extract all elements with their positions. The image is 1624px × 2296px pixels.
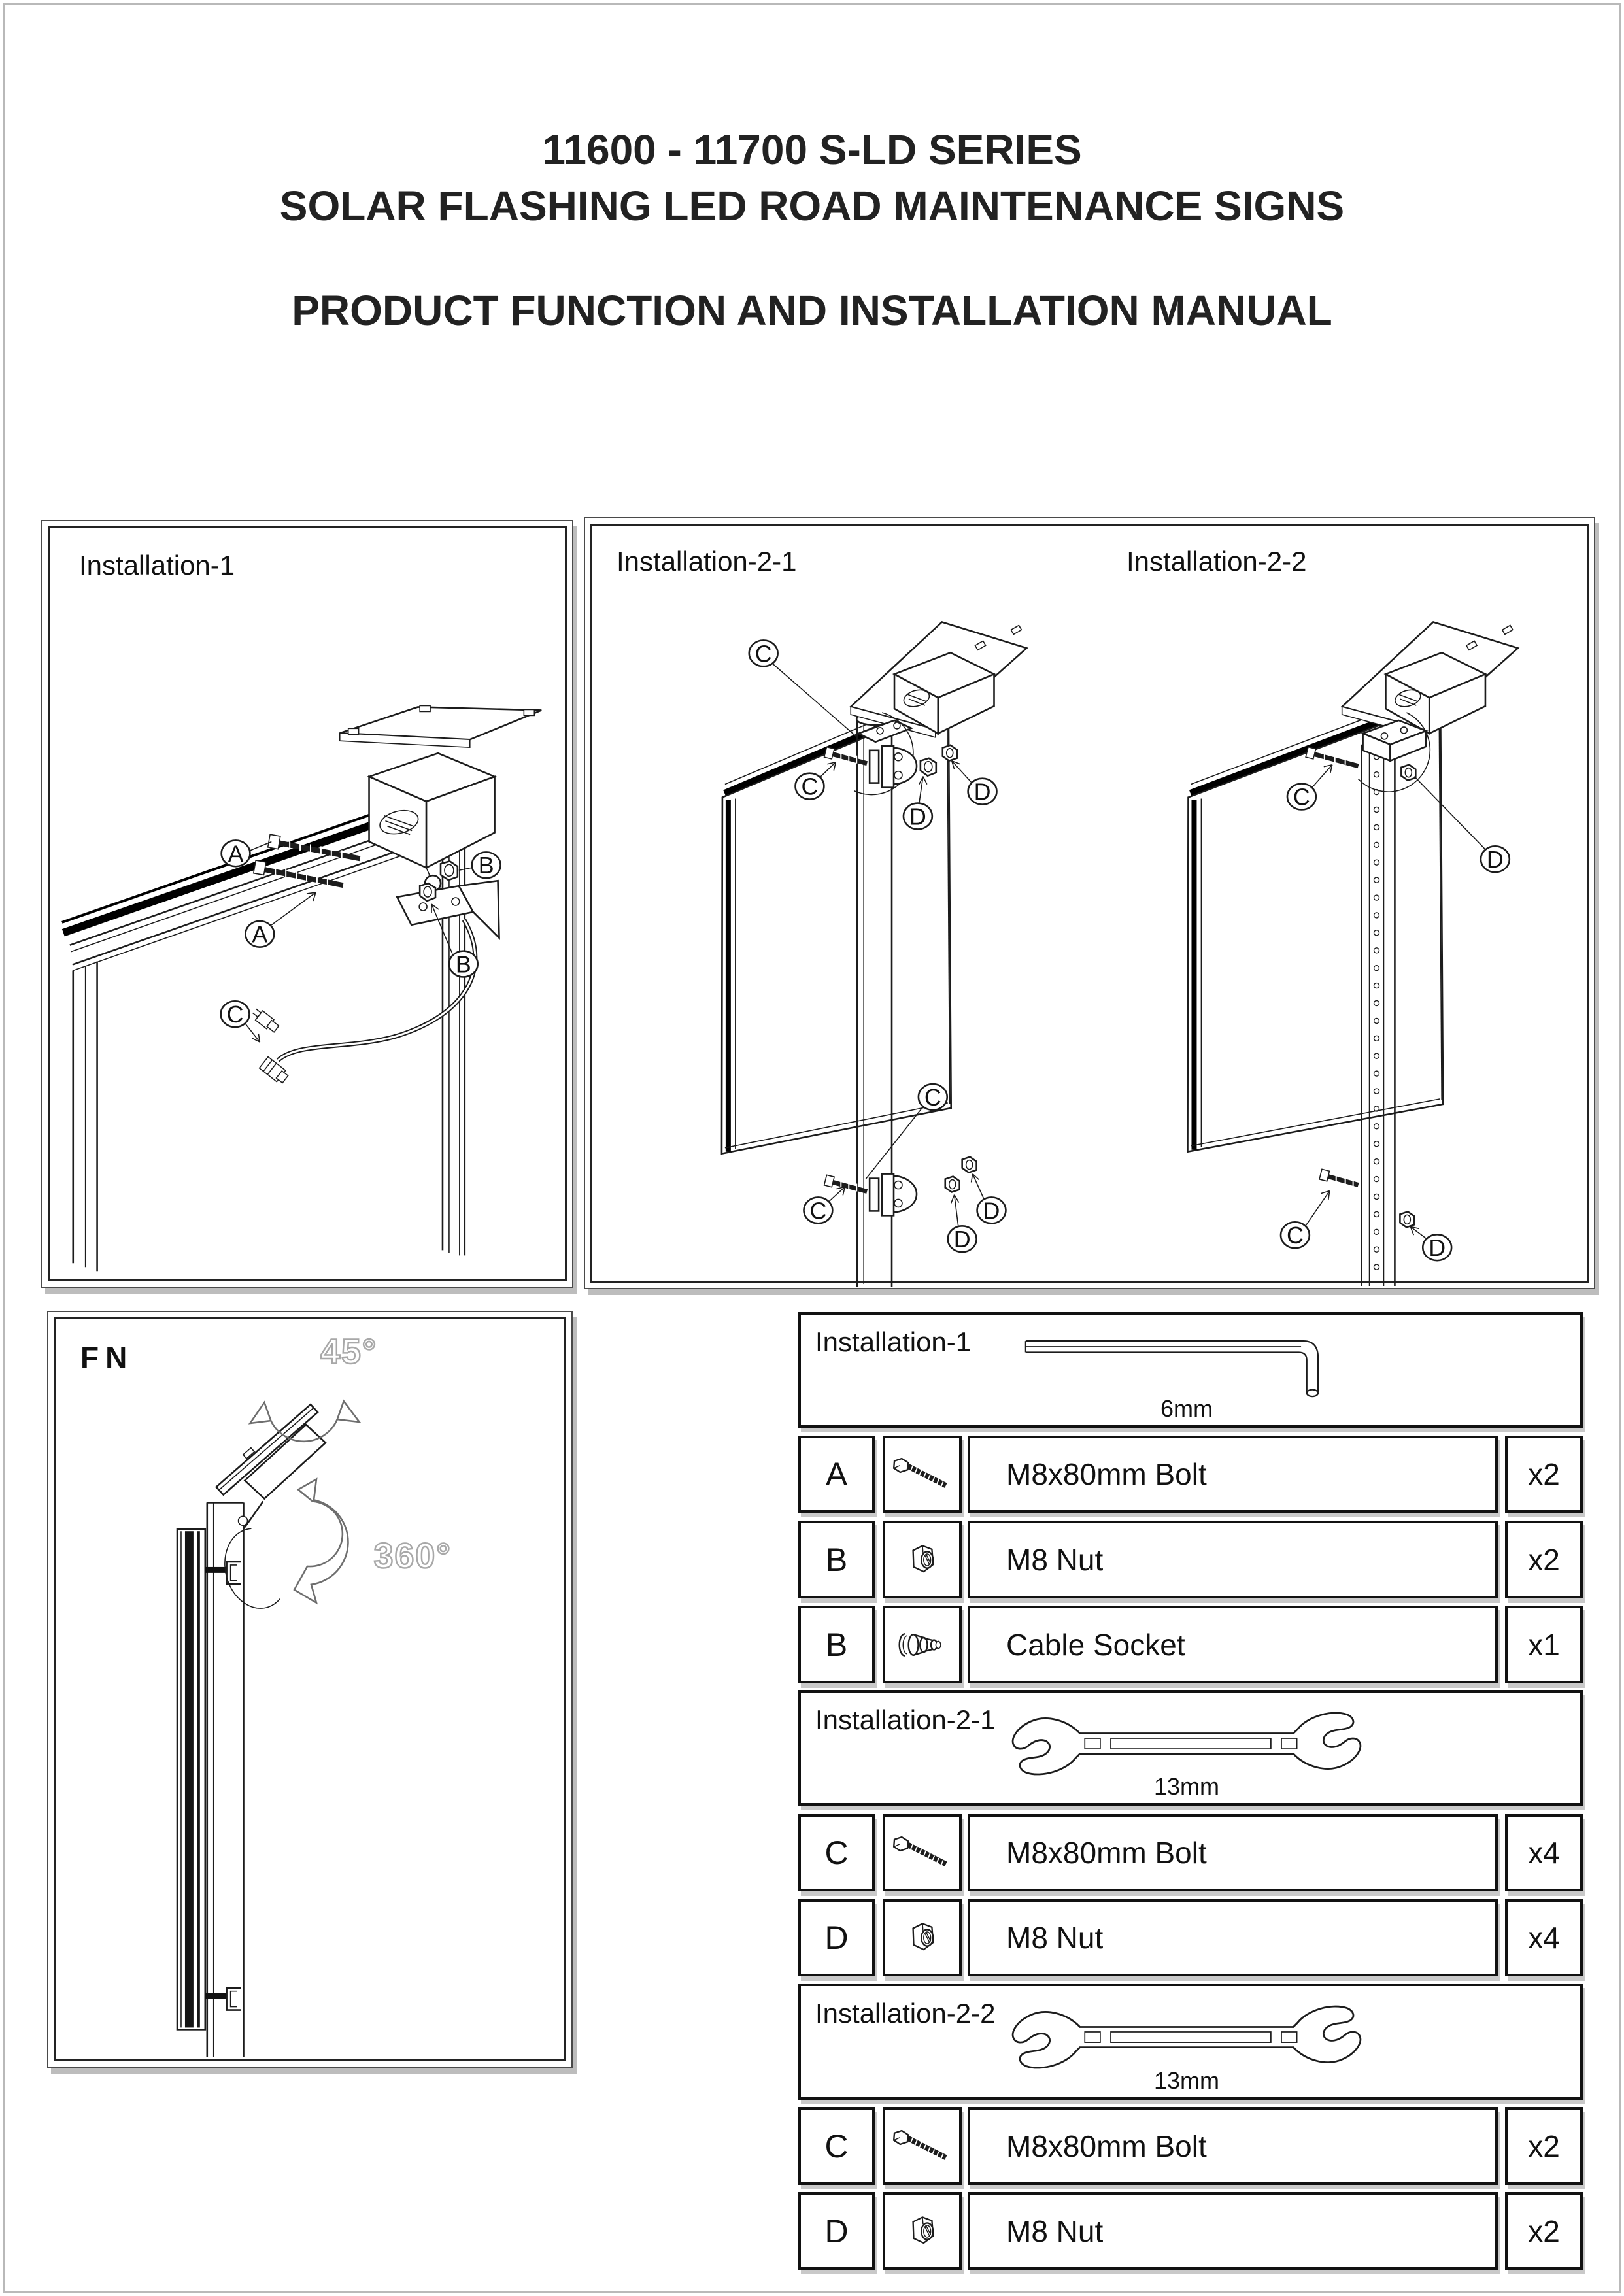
section-3-tool-size: 13mm xyxy=(1153,2067,1220,2094)
bolt-icon xyxy=(883,2107,962,2185)
svg-text:C: C xyxy=(801,773,819,800)
part-row-key: C xyxy=(798,2107,875,2185)
part-row-desc: M8x80mm Bolt xyxy=(968,2107,1498,2185)
nut-d-bottom-2 xyxy=(962,1157,977,1173)
bolt-icon xyxy=(883,1814,962,1891)
svg-text:C: C xyxy=(1286,1223,1304,1249)
part-row-key: D xyxy=(798,1899,875,1976)
cable-socket-part xyxy=(250,1007,280,1034)
hex-key-icon xyxy=(997,1333,1376,1401)
fn-panel xyxy=(47,1311,573,2068)
section-3-label: Installation-2-2 xyxy=(815,1998,996,2029)
clamp-top xyxy=(205,1562,241,1584)
rotate-angle-text: 360° xyxy=(373,1536,452,1576)
control-unit xyxy=(369,753,495,868)
title-manual: PRODUCT FUNCTION AND INSTALLATION MANUAL xyxy=(292,287,1332,334)
svg-text:A: A xyxy=(228,841,244,868)
table-section-installation-2-2 xyxy=(798,1984,1583,2100)
part-row-desc: M8 Nut xyxy=(968,1899,1498,1976)
fn-panel-label: FN xyxy=(80,1340,134,1374)
callout-22-d-2 xyxy=(1410,1226,1451,1261)
cable-socket-icon xyxy=(883,1606,962,1683)
part-row-desc: M8 Nut xyxy=(968,1521,1498,1598)
svg-text:D: D xyxy=(1429,1235,1446,1262)
installation-1-diagram xyxy=(42,521,572,1287)
clamp-bottom xyxy=(205,1988,241,2010)
svg-text:D: D xyxy=(909,803,926,830)
part-row-qty: x2 xyxy=(1505,1436,1583,1513)
svg-text:D: D xyxy=(953,1226,971,1253)
nut-d-22-top xyxy=(1401,765,1415,781)
part-row-qty: x2 xyxy=(1505,2192,1583,2270)
wrench-icon xyxy=(997,2004,1376,2072)
bolt-icon xyxy=(883,1436,962,1513)
installation-2-1-panel-label: Installation-2-1 xyxy=(617,546,797,577)
part-row-qty: x4 xyxy=(1505,1899,1583,1976)
part-row-qty: x2 xyxy=(1505,2107,1583,2185)
part-row-desc: M8 Nut xyxy=(968,2192,1498,2270)
installation-2-diagram xyxy=(585,518,1594,1288)
nut-icon xyxy=(883,2192,962,2270)
svg-text:D: D xyxy=(1486,847,1504,873)
solar-panel xyxy=(340,705,541,747)
part-row-qty: x1 xyxy=(1505,1606,1583,1683)
section-1-tool-size: 6mm xyxy=(1160,1395,1213,1422)
part-row-desc: M8x80mm Bolt xyxy=(968,1814,1498,1891)
callout-21-d-4 xyxy=(972,1174,1006,1224)
svg-text:D: D xyxy=(973,779,991,805)
callout-21-d-3 xyxy=(948,1194,977,1253)
pole-clamp-bottom xyxy=(870,1174,917,1216)
callout-c xyxy=(221,1001,260,1042)
nut-b-2 xyxy=(420,883,435,901)
section-1-label: Installation-1 xyxy=(815,1326,972,1357)
part-row-desc: M8x80mm Bolt xyxy=(968,1436,1498,1513)
installation-2-2-drawing xyxy=(1187,622,1517,1286)
section-2-label: Installation-2-1 xyxy=(815,1704,996,1735)
nut-d-22-bottom xyxy=(1400,1211,1414,1227)
nut-d-top-2 xyxy=(943,745,957,761)
svg-text:C: C xyxy=(754,641,772,667)
part-row-key: D xyxy=(798,2192,875,2270)
solar-panel-side xyxy=(216,1404,326,1528)
callout-22-c-2 xyxy=(1281,1191,1330,1249)
section-2-tool-size: 13mm xyxy=(1153,1773,1220,1800)
installation-2-2-panel-label: Installation-2-2 xyxy=(1126,546,1307,577)
callout-21-c-1 xyxy=(749,640,857,737)
clamp-bolt-bottom xyxy=(824,1175,868,1191)
table-section-installation-1 xyxy=(798,1312,1583,1428)
title-product: SOLAR FLASHING LED ROAD MAINTENANCE SIGNS xyxy=(279,182,1345,229)
svg-text:C: C xyxy=(1293,784,1310,811)
nut-icon xyxy=(883,1521,962,1598)
table-section-installation-2-1 xyxy=(798,1690,1583,1806)
svg-text:B: B xyxy=(478,853,494,879)
part-row-qty: x4 xyxy=(1505,1814,1583,1891)
svg-text:B: B xyxy=(455,951,471,978)
title-series: 11600 - 11700 S-LD SERIES xyxy=(542,126,1082,173)
svg-text:C: C xyxy=(226,1002,244,1028)
part-row-key: A xyxy=(798,1436,875,1513)
svg-text:D: D xyxy=(983,1198,1000,1224)
installation-2-panel xyxy=(584,517,1595,1289)
part-row-desc: Cable Socket xyxy=(968,1606,1498,1683)
svg-text:A: A xyxy=(252,921,268,948)
tilt-angle-text: 45° xyxy=(320,1332,378,1372)
part-row-key: B xyxy=(798,1521,875,1598)
installation-2-1-drawing xyxy=(722,622,1026,1287)
wrench-icon xyxy=(997,1711,1376,1779)
svg-text:C: C xyxy=(809,1198,827,1224)
rotate-arrow xyxy=(294,1479,348,1603)
part-row-key: C xyxy=(798,1814,875,1891)
part-row-key: B xyxy=(798,1606,875,1683)
nut-d-bottom-1 xyxy=(945,1177,960,1192)
svg-text:C: C xyxy=(924,1084,941,1111)
callout-21-c-4 xyxy=(804,1187,845,1224)
nut-d-top-1 xyxy=(921,758,936,776)
power-cable xyxy=(250,920,475,1085)
post-bolt-bottom xyxy=(1319,1169,1359,1186)
installation-1-panel xyxy=(41,520,573,1288)
nut-b-1 xyxy=(441,861,458,880)
nut-icon xyxy=(883,1899,962,1976)
part-row-qty: x2 xyxy=(1505,1521,1583,1598)
sign-side-view xyxy=(177,1529,205,2029)
callout-21-d-1 xyxy=(952,761,997,805)
installation-1-panel-label: Installation-1 xyxy=(79,550,235,581)
fn-diagram xyxy=(48,1312,571,2067)
